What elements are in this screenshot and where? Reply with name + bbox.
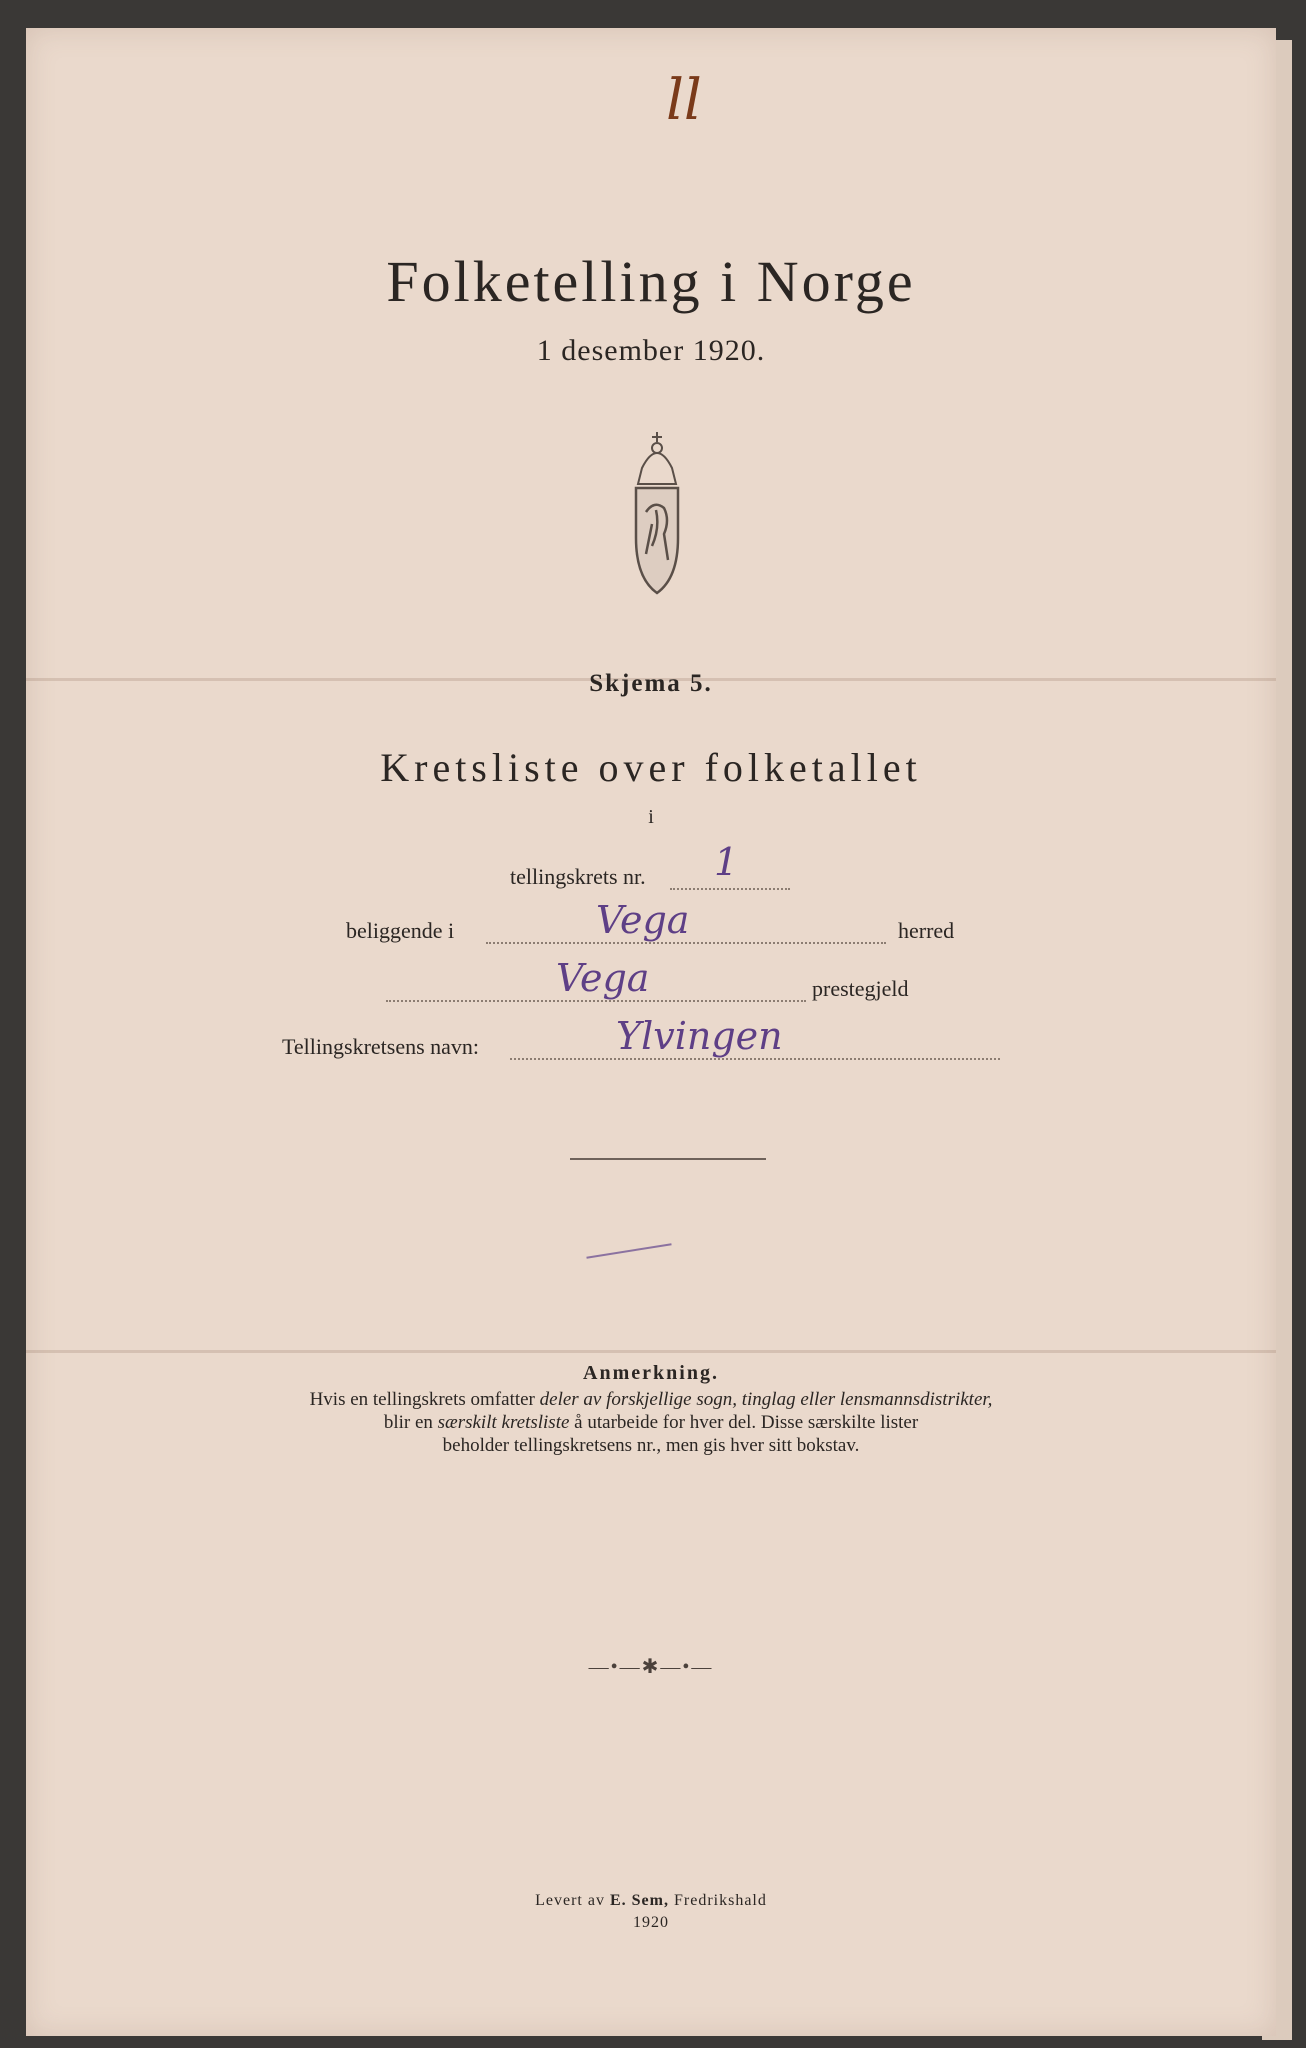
coat-of-arms-icon bbox=[612, 428, 702, 598]
census-date: 1 desember 1920. bbox=[536, 334, 766, 367]
note-line-3: beholder tellingskretsens nr., men gis hver sitt bokstav. bbox=[442, 1435, 860, 1456]
navn-field-line bbox=[510, 1058, 1000, 1060]
note-text-plain: blir en bbox=[383, 1412, 438, 1433]
herred-label: herred bbox=[898, 918, 955, 943]
divider-rule bbox=[570, 1158, 766, 1160]
note-text bbox=[26, 1388, 1276, 1457]
prestegjeld-field-line bbox=[386, 1000, 806, 1002]
form-heading: Kretsliste over folketallet bbox=[380, 745, 922, 790]
prestegjeld-value: Vega bbox=[556, 956, 650, 1000]
beliggende-field-line bbox=[486, 942, 886, 944]
note-text-italic: særskilt kretsliste bbox=[437, 1412, 570, 1433]
ornament-divider: —•—✱—•— bbox=[588, 1656, 714, 1678]
connector-word: i bbox=[648, 806, 654, 828]
note-text-plain: å utarbeide for hver del. Disse særskilte lister bbox=[569, 1412, 919, 1433]
note-text-plain: Hvis en tellingskrets omfatter bbox=[309, 1389, 540, 1410]
printer-line bbox=[26, 1890, 1276, 1912]
navn-value: Ylvingen bbox=[616, 1014, 783, 1058]
printer-prefix: Levert av bbox=[535, 1892, 610, 1909]
krets-field-line bbox=[670, 888, 790, 890]
note-line-2 bbox=[26, 1411, 1276, 1434]
printer-place: Fredrikshald bbox=[668, 1892, 767, 1909]
census-form-page bbox=[26, 28, 1276, 2036]
printer-name: E. Sem, bbox=[609, 1892, 669, 1909]
printer-imprint bbox=[26, 1890, 1276, 1934]
page-title: Folketelling i Norge bbox=[386, 249, 916, 314]
krets-value: 1 bbox=[714, 840, 739, 884]
prestegjeld-label: prestegjeld bbox=[812, 976, 909, 1001]
note-line-1 bbox=[26, 1388, 1276, 1411]
printer-year: 1920 bbox=[633, 1914, 669, 1931]
fold-line bbox=[26, 1350, 1276, 1353]
navn-label: Tellingskretsens navn: bbox=[282, 1034, 480, 1059]
handwritten-page-mark: ll bbox=[666, 68, 702, 133]
beliggende-label: beliggende i bbox=[346, 918, 455, 943]
schema-number: Skjema 5. bbox=[589, 670, 713, 697]
krets-label: tellingskrets nr. bbox=[510, 864, 646, 889]
note-text-italic: deler av forskjellige sogn, tinglag eller lensmannsdistrikter, bbox=[539, 1389, 993, 1410]
beliggende-value: Vega bbox=[596, 898, 690, 942]
note-title: Anmerkning. bbox=[583, 1362, 719, 1384]
ink-stroke bbox=[586, 1243, 671, 1258]
